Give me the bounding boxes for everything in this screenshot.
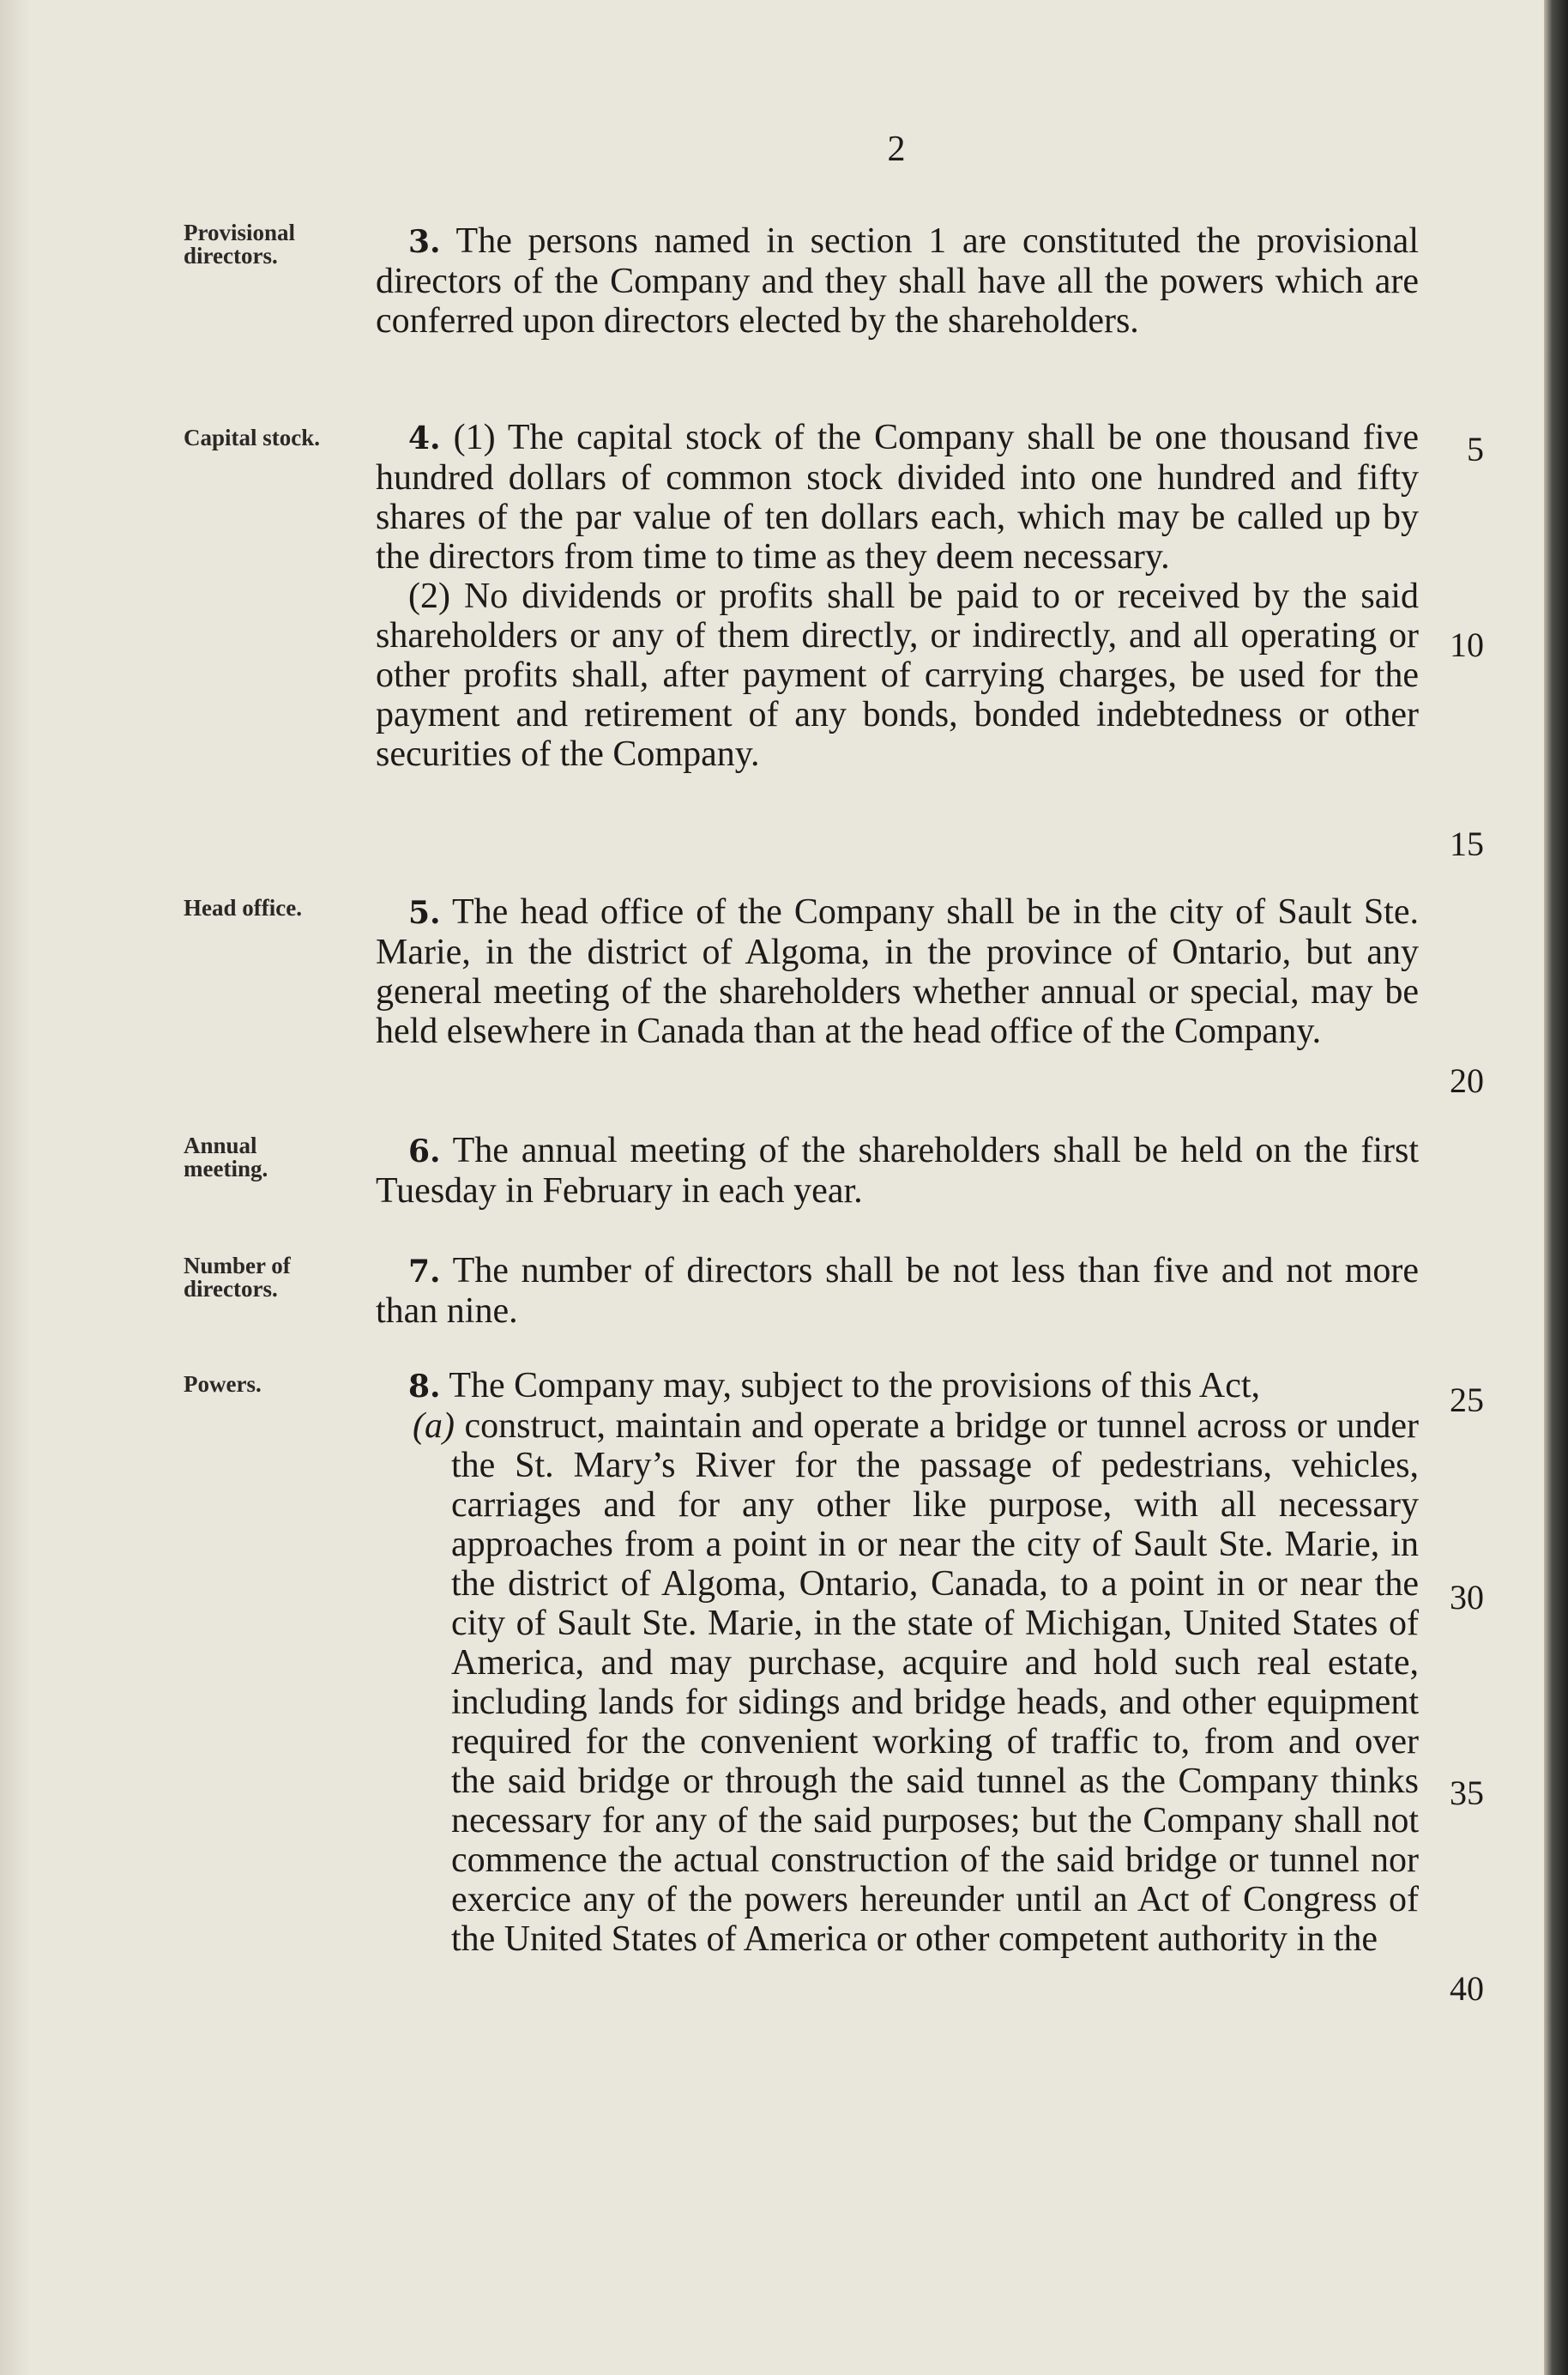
margin-note-line: Head office. — [184, 895, 302, 921]
section-intro-text: The Company may, subject to the provisions of this Act, — [449, 1366, 1260, 1405]
margin-note-line: directors. — [184, 243, 278, 269]
margin-note-number-of-directors — [184, 1254, 372, 1301]
page-number: 2 — [887, 130, 906, 169]
section-5-body — [376, 892, 1419, 1051]
section-number: 4. — [408, 420, 441, 456]
line-number: 15 — [1450, 825, 1484, 863]
line-number: 40 — [1450, 1969, 1484, 2008]
line-number: 10 — [1450, 625, 1484, 664]
subsection-2-text: (2) No dividends or profits shall be paid to or received by the said shareholders or any of them directly, or indirectly, and all operating or other profits shall, after payment of carrying charges, be used for the payment and retirement of any bonds, bonded indebtedness or other securities of the Company. — [376, 577, 1419, 774]
section-text: The annual meeting of the shareholders shall be held on the first Tuesday in February in each year. — [376, 1131, 1419, 1211]
line-number: 30 — [1450, 1578, 1484, 1617]
section-number: 3. — [408, 224, 441, 260]
line-number: 5 — [1467, 430, 1484, 468]
margin-note-line: Capital stock. — [184, 425, 321, 450]
margin-note-line: Provisional — [184, 220, 296, 245]
margin-note-annual-meeting — [184, 1134, 372, 1181]
page-shadow-left — [0, 0, 31, 2375]
margin-note-line: Annual — [184, 1133, 257, 1158]
section-6-body — [376, 1131, 1419, 1211]
section-number: 5. — [408, 895, 441, 931]
margin-note-line: Powers. — [184, 1371, 262, 1397]
section-number: 6. — [408, 1133, 441, 1169]
line-number: 35 — [1450, 1774, 1484, 1812]
subsection-1-text: (1) The capital stock of the Company shall be one thousand five hundred dollars of common stock divided into one hundred and fifty shares of the par value of ten dollars each, which may be called up by the directors from time to time as they deem necessary. — [376, 418, 1420, 577]
margin-note-head-office — [184, 897, 372, 920]
section-3-body — [376, 221, 1419, 341]
paragraph-a-text: construct, maintain and operate a bridge or tunnel across or under the St. Mary’s River for the passage of pedestrians, vehicles, carriages and for any other like purpose, with all necessary approaches from a point in or near the city of Sault Ste. Marie, in the district of Algoma, Ontario, Canada, to a point in or near the city of Sault Ste. Marie, in the state of Michigan, United States of America, and may purchase, acquire and hold such real estate, including lands for sidings and bridge heads, and other equipment required for the convenient working of traffic to, from and over the said bridge or through the said tunnel as the Company thinks necessary for any of the said purposes; but the Company shall not commence the actual construction of the said bridge or tunnel nor exercice any of the powers hereunder until an Act of Congress of the United States of America or other competent authority in the — [451, 1406, 1419, 1959]
page-edge-right — [1544, 0, 1568, 2375]
section-8-body — [376, 1366, 1419, 1959]
section-7-body — [376, 1251, 1419, 1331]
margin-note-provisional-directors — [184, 221, 372, 268]
paragraph-label: (a) — [413, 1406, 455, 1446]
line-number: 25 — [1450, 1381, 1484, 1419]
margin-note-line: Number of — [184, 1253, 291, 1278]
section-number: 8. — [408, 1369, 441, 1405]
margin-note-capital-stock — [184, 426, 372, 450]
section-text: The persons named in section 1 are constituted the provisional directors of the Company and they shall have all the powers which are conferred upon directors elected by the shareholders. — [376, 221, 1419, 341]
section-4-body — [376, 418, 1419, 774]
margin-note-line: meeting. — [184, 1156, 268, 1181]
paragraph-a — [376, 1406, 1419, 1959]
section-text: The head office of the Company shall be in the city of Sault Ste. Marie, in the district of Algoma, in the province of Ontario, but any general meeting of the shareholders whether annual or special, may be held elsewhere in Canada than at the head office of the Company. — [376, 892, 1419, 1051]
margin-note-line: directors. — [184, 1276, 278, 1302]
margin-note-powers — [184, 1373, 372, 1396]
section-number: 7. — [408, 1254, 441, 1290]
section-text: The number of directors shall be not less than five and not more than nine. — [376, 1251, 1419, 1331]
line-number: 20 — [1450, 1061, 1484, 1100]
